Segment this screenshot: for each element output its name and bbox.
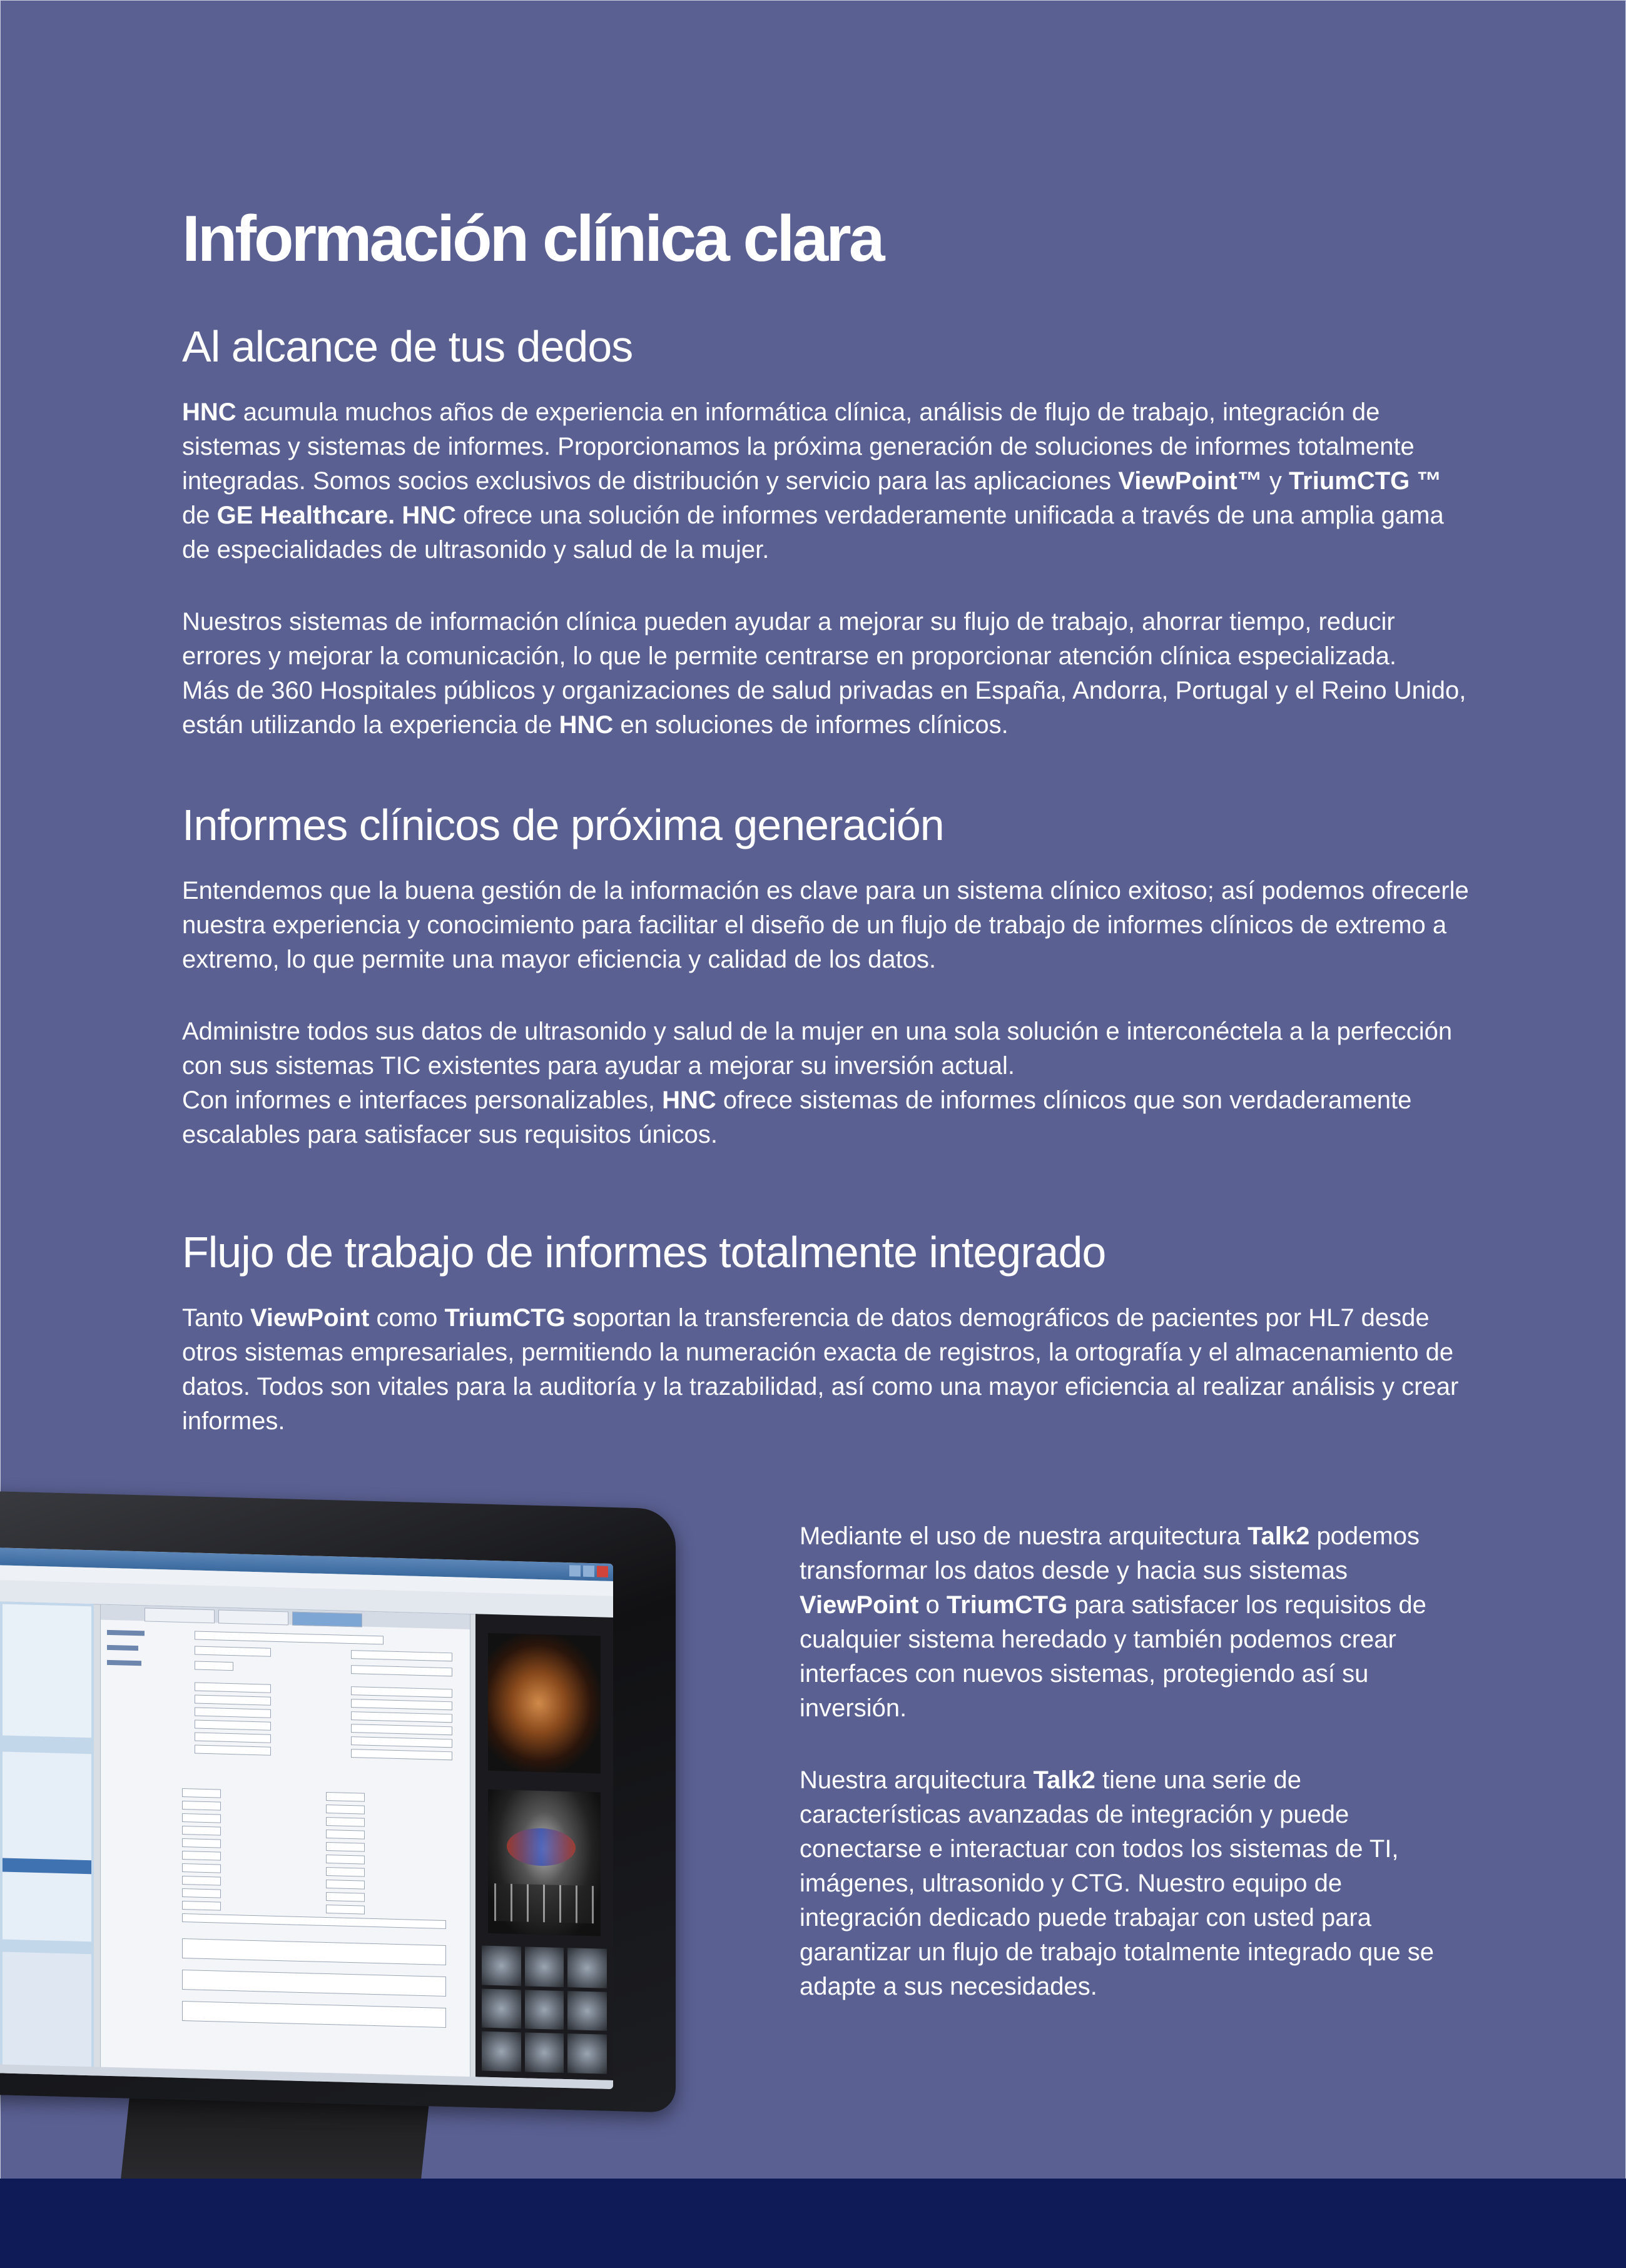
paragraph-talk2-transform: Mediante el uso de nuestra arquitectura Talk2 podemos transformar los datos desde y hacia sus sistemas ViewPoint o TriumCTG para satisfacer los requisitos de cualquier sistema heredado y también podemos crear interfaces con nuevos sistemas, protegiendo así su inversión. bbox=[800, 1522, 1426, 1722]
ultrasound-images bbox=[475, 1614, 613, 2080]
brand-viewpoint: ViewPoint™ bbox=[1118, 467, 1263, 495]
brand-hnc: HNC bbox=[402, 502, 456, 529]
paragraph-information-management: Entendemos que la buena gestión de la información es clave para un sistema clínico exitoso; así podemos ofrecerle nuestra experiencia y conocimiento para facilitar el diseño de un flujo de trabajo de informes clínicos de extremo a extremo, lo que permite una mayor eficiencia y calidad de los datos. bbox=[182, 877, 1469, 973]
paragraph-benefits: Nuestros sistemas de información clínica pueden ayudar a mejorar su flujo de trabajo, ahorrar tiempo, reducir errores y mejorar la comunicación, lo que le permite centrarse en proporcionar atención clínica especializada. bbox=[182, 608, 1396, 670]
main-content bbox=[182, 195, 1471, 1439]
paragraph-custom-reports: Con informes e interfaces personalizables, HNC ofrece sistemas de informes clínicos que son verdaderamente escalables para satisfacer sus requisitos únicos. bbox=[182, 1086, 1412, 1148]
paragraph-hl7-transfer: Tanto ViewPoint como TriumCTG soportan la transferencia de datos demográficos de pacientes por HL7 desde otros sistemas empresariales, permitiendo la numeración exacta de registros, la ortografía y el almacenamiento de datos. Todos son vitales para la auditoría y la trazabilidad, así como una mayor eficiencia al realizar análisis y crear informes. bbox=[182, 1304, 1459, 1435]
brand-talk2: Talk2 bbox=[1033, 1766, 1095, 1794]
brand-viewpoint: ViewPoint bbox=[800, 1591, 919, 1619]
right-column bbox=[800, 1519, 1444, 2004]
section-title-flujo: Flujo de trabajo de informes totalmente integrado bbox=[182, 1228, 1106, 1277]
brand-triumctg: TriumCTG ™ bbox=[1288, 467, 1442, 495]
brand-talk2: Talk2 bbox=[1247, 1522, 1310, 1550]
patient-sidebar bbox=[0, 1601, 94, 2079]
paragraph-talk2-features: Nuestra arquitectura Talk2 tiene una serie de características avanzadas de integración y puede conectarse e interactuar con todos los sistemas de TI, imágenes, ultrasonido y CTG. Nuestro equipo de integración dedicado puede trabajar con usted para garantizar un flujo de trabajo totalmente integrado que se adapte a sus necesidades. bbox=[800, 1766, 1435, 2000]
brand-viewpoint: ViewPoint bbox=[250, 1304, 370, 1332]
brand-triumctg: TriumCTG s bbox=[444, 1304, 587, 1332]
monitor-bezel bbox=[0, 1491, 676, 2112]
page-title: Información clínica clara bbox=[182, 203, 883, 275]
brand-hnc: HNC bbox=[662, 1086, 716, 1114]
brand-ge-healthcare: GE Healthcare. bbox=[216, 502, 395, 529]
brand-triumctg: TriumCTG bbox=[946, 1591, 1068, 1619]
exam-form bbox=[100, 1604, 470, 2078]
paragraph-hospitals: Más de 360 Hospitales públicos y organizaciones de salud privadas en España, Andorra, Portugal y el Reino Unido, están utilizando la experiencia de HNC en soluciones de informes clínicos. bbox=[182, 677, 1466, 739]
paragraph-hnc-experience: HNC acumula muchos años de experiencia en informática clínica, análisis de flujo de trabajo, integración de sistemas y sistemas de informes. Proporcionamos la próxima generación de soluciones de informes totalmente integradas. Somos socios exclusivos de distribución y servicio para las aplicaciones ViewPoint™ y TriumCTG ™ de GE Healthcare. HNC ofrece una solución de informes verdaderamente unificada a través de una amplia gama de especialidades de ultrasonido y salud de la mujer. bbox=[182, 398, 1444, 564]
footer-bar bbox=[0, 2179, 1626, 2268]
paragraph-administer-data: Administre todos sus datos de ultrasonido y salud de la mujer en una sola solución e interconéctela a la perfección con sus sistemas TIC existentes para ayudar a mejorar su inversión actual. bbox=[182, 1018, 1453, 1080]
monitor-screenshot-image bbox=[0, 1500, 682, 2182]
software-screen bbox=[0, 1547, 613, 2089]
brand-hnc: HNC bbox=[559, 711, 614, 739]
brand-hnc: HNC bbox=[182, 398, 236, 426]
section-title-dedos: Al alcance de tus dedos bbox=[182, 322, 633, 371]
section-title-informes: Informes clínicos de próxima generación bbox=[182, 801, 944, 849]
